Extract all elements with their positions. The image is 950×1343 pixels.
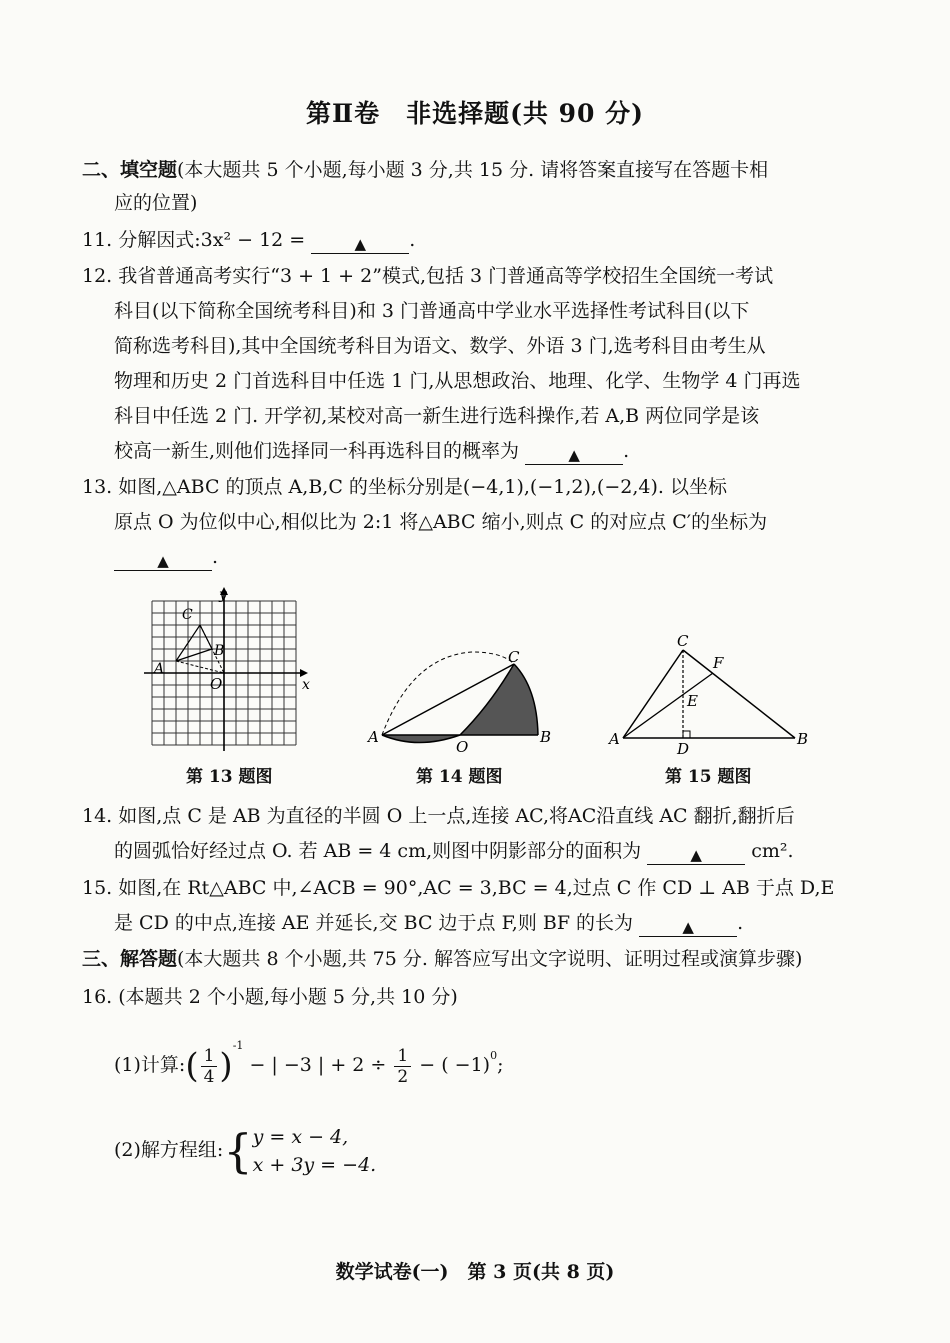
x-label: x	[302, 677, 310, 693]
equation-2: x + 3y = −4.	[252, 1154, 377, 1176]
equation-1: y = x − 4,	[252, 1126, 349, 1148]
q13-answer-blank[interactable]	[114, 548, 212, 571]
point-b-label: B	[214, 643, 225, 659]
q12-answer-blank[interactable]	[525, 442, 623, 465]
point-e-label: E	[687, 692, 698, 710]
blank-mark: ▲	[682, 918, 694, 936]
section2-line1	[82, 156, 768, 184]
q14-line-2	[114, 837, 794, 865]
point-f-label: F	[713, 654, 724, 672]
q15-line-2	[114, 909, 743, 937]
frac-denominator: 2	[397, 1066, 409, 1087]
q12-end: .	[623, 440, 630, 462]
section2-desc-cont: 应的位置)	[114, 192, 198, 214]
q13-end: .	[212, 546, 219, 568]
point-a-label: A	[609, 730, 620, 748]
section2-heading: 二、填空题	[82, 159, 178, 181]
figure-15-caption: 第 15 题图	[665, 767, 752, 787]
side-ac	[623, 650, 683, 738]
q16-part2-label: (2)解方程组:	[114, 1139, 224, 1161]
page-footer: 数学试卷(一) 第 3 页(共 8 页)	[335, 1261, 615, 1283]
point-b-label: B	[540, 728, 552, 746]
q11-text: 分解因式:3x² − 12 =	[118, 229, 306, 251]
section3-line	[82, 945, 802, 973]
frac-numerator: 1	[201, 1046, 218, 1067]
origin-label: O	[210, 675, 223, 693]
blank-mark: ▲	[568, 446, 580, 464]
left-paren: (	[185, 1046, 199, 1086]
y-label: y	[219, 587, 227, 603]
q12-line-2: 科目(以下简称全国统考科目)和 3 门普通高中学业水平选择性考试科目(以下	[114, 300, 750, 322]
q12-line-4: 物理和历史 2 门首选科目中任选 1 门,从思想政治、地理、化学、生物学 4 门再选	[114, 370, 801, 392]
right-paren: )	[219, 1046, 233, 1086]
q15-end: .	[737, 912, 744, 934]
point-o-label: O	[456, 738, 469, 755]
q14-answer-blank[interactable]	[647, 842, 745, 865]
point-a-label: A	[154, 661, 165, 677]
section3-desc: (本大题共 8 个小题,共 75 分. 解答应写出文字说明、证明过程或演算步骤)	[177, 948, 803, 970]
q13-line-3	[114, 543, 218, 571]
q16-part1-mid: − | −3 | + 2 ÷	[243, 1054, 393, 1076]
segment-af	[623, 673, 713, 738]
exponent-minus-one: -1	[232, 1039, 244, 1052]
figure-15	[605, 630, 815, 758]
section3-heading: 三、解答题	[82, 948, 178, 970]
point-b-label: B	[797, 730, 809, 748]
q16-heading: 16. (本题共 2 个小题,每小题 5 分,共 10 分)	[82, 986, 458, 1008]
blank-mark: ▲	[354, 235, 367, 253]
q13-line-1: 13. 如图,△ABC 的顶点 A,B,C 的坐标分别是(−4,1),(−1,2),(−2,4). 以坐标	[82, 476, 727, 498]
q16-part1-tail: − ( −1)	[413, 1054, 491, 1076]
q16-part2	[114, 1122, 376, 1179]
q12-line-1: 12. 我省普通高考实行“3 + 1 + 2”模式,包括 3 门普通高等学校招生全国统一考试	[82, 265, 774, 287]
fraction-one-quarter	[201, 1046, 218, 1087]
q12-text: 校高一新生,则他们选择同一科再选科目的概率为	[114, 440, 520, 462]
question-11	[82, 226, 415, 254]
q13-line-2: 原点 O 为位似中心,相似比为 2:1 将△ABC 缩小,则点 C 的对应点 C′的坐标为	[114, 511, 768, 533]
shaded-region-right	[460, 664, 538, 735]
section2-desc: (本大题共 5 个小题,每小题 3 分,共 15 分. 请将答案直接写在答题卡相	[177, 159, 769, 181]
system-brace: {	[223, 1124, 253, 1178]
fraction-one-half	[394, 1046, 411, 1087]
side-bc	[683, 650, 795, 738]
q12-line-3: 简称选考科目),其中全国统考科目为语文、数学、外语 3 门,选考科目由考生从	[114, 335, 766, 357]
point-c-label: C	[182, 607, 193, 623]
page-title: 第Ⅱ卷 非选择题(共 90 分)	[306, 99, 644, 128]
q14-text: 的圆弧恰好经过点 O. 若 AB = 4 cm,则图中阴影部分的面积为	[114, 840, 642, 862]
q16-part1-label: (1)计算:	[114, 1054, 186, 1076]
point-d-label: D	[677, 740, 690, 758]
q14-line-1: 14. 如图,点 C 是 AB 为直径的半圆 O 上一点,连接 AC,将AC沿直线 AC 翻折,翻折后	[82, 805, 795, 827]
q16-part1-end: ;	[497, 1054, 504, 1076]
blank-mark: ▲	[157, 552, 169, 570]
q15-text: 是 CD 的中点,连接 AE 并延长,交 BC 边于点 F,则 BF 的长为	[114, 912, 634, 934]
q14-unit: cm².	[751, 840, 794, 862]
frac-denominator: 4	[203, 1066, 215, 1087]
frac-numerator: 1	[394, 1046, 411, 1067]
x-arrow	[300, 669, 308, 677]
figure-14	[362, 640, 562, 755]
q15-answer-blank[interactable]	[639, 914, 737, 937]
q11-answer-blank[interactable]	[311, 231, 409, 254]
figure-13	[140, 585, 320, 755]
q12-line-6	[114, 437, 629, 465]
point-c-label: C	[508, 648, 520, 666]
q11-end: .	[409, 229, 416, 251]
point-c-label: C	[677, 632, 689, 650]
point-a-label: A	[368, 728, 379, 746]
triangle-edge-ab	[176, 649, 212, 661]
q12-line-5: 科目中任选 2 门. 开学初,某校对高一新生进行选科操作,若 A,B 两位同学是该	[114, 405, 760, 427]
q16-part1	[114, 1026, 504, 1087]
right-angle-mark	[683, 731, 690, 738]
exponent-zero: 0	[490, 1049, 498, 1062]
figure-13-caption: 第 13 题图	[186, 767, 273, 787]
blank-mark: ▲	[690, 846, 702, 864]
q15-line-1: 15. 如图,在 Rt△ABC 中,∠ACB = 90°,AC = 3,BC = 4,过点 C 作 CD ⊥ AB 于点 D,E	[82, 877, 835, 899]
figure-14-caption: 第 14 题图	[416, 767, 503, 787]
q11-number: 11.	[82, 229, 113, 251]
equation-system	[253, 1123, 377, 1179]
